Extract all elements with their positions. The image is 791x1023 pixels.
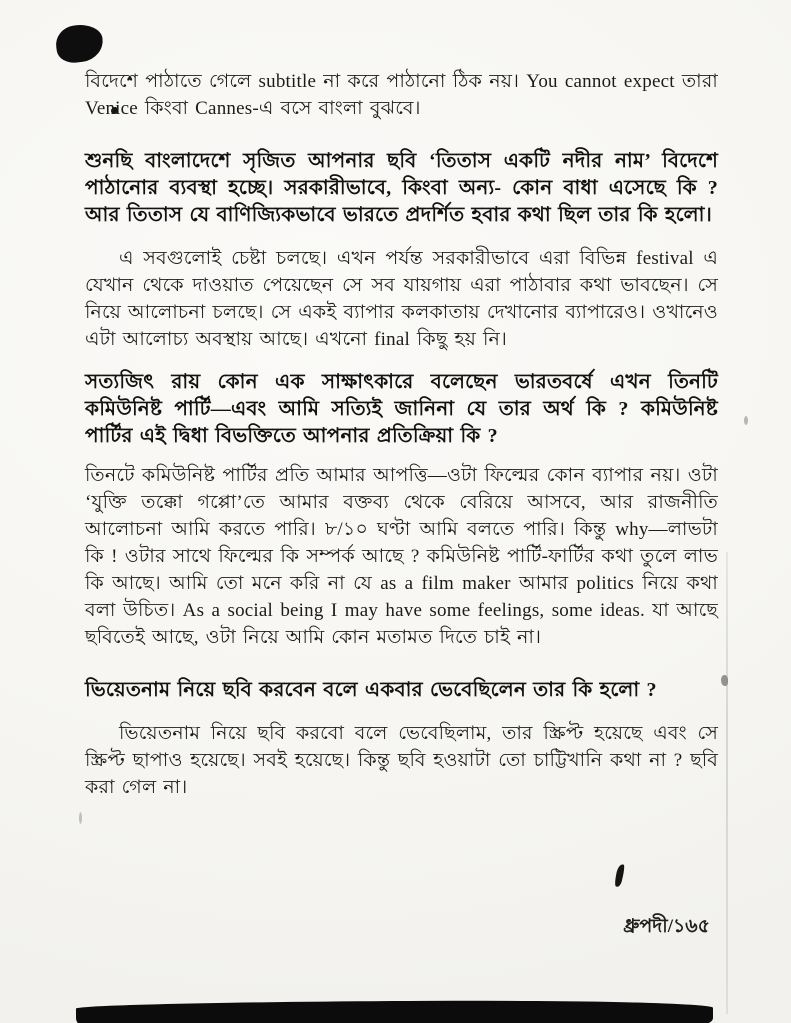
- interview-text: [85, 68, 718, 801]
- paper-speck: [79, 812, 82, 824]
- question-paragraph: ভিয়েতনাম নিয়ে ছবি করবেন বলে একবার ভেবেছিলেন তার কি হলো ?: [85, 679, 657, 701]
- question-paragraph: সত্যজিৎ রায় কোন এক সাক্ষাৎকারে বলেছেন ভারতবর্ষে এখন তিনটি কমিউনিষ্ট পার্টি—এবং আমি সত্যিই জানিনা যে তার অর্থ কি ? কমিউনিষ্ট পার্টির এই দ্বিধা বিভক্তিতে আপনার প্রতিক্রিয়া কি ?: [85, 371, 718, 447]
- question-paragraph: শুনছি বাংলাদেশে সৃজিত আপনার ছবি ‘তিতাস একটি নদীর নাম’ বিদেশে পাঠানোর ব্যবস্থা হচ্ছে। সরকারীভাবে, কিংবা অন্য- কোন বাধা এসেছে কি ? আর তিতাস যে বাণিজ্যিকভাবে ভারতে প্রদর্শিত হবার কথা ছিল তার কি হলো।: [85, 150, 718, 226]
- page-edge-smudge: [721, 675, 728, 686]
- page-footer-label: ধ্রুপদী/১৬৫: [623, 916, 710, 937]
- answer-paragraph: বিদেশে পাঠাতে গেলে subtitle না করে পাঠানো ঠিক নয়। You cannot expect তারা Venice কিংবা Cannes-এ বসে বাংলা বুঝবে।: [85, 71, 718, 119]
- scanner-edge-bar: [76, 1000, 713, 1023]
- ink-mark: [614, 864, 626, 888]
- ink-blot-mark: [54, 22, 106, 65]
- paper-speck: [744, 416, 748, 425]
- page-edge-crease: [726, 552, 728, 1014]
- answer-paragraph: এ সবগুলোই চেষ্টা চলছে। এখন পর্যন্ত সরকারীভাবে এরা বিভিন্ন festival এ যেখান থেকে দাওয়াত পেয়েছেন সে সব যায়গায় এরা পাঠাবার কথা ভাবছেন। সে নিয়ে আলোচনা চলছে। সে একই ব্যাপার কলকাতায় দেখানোর ব্যাপারেও। ওখানেও এটা আলোচ্য অবস্থায় আছে। এখনো final কিছু হয় নি।: [85, 248, 718, 350]
- answer-paragraph: তিনটে কমিউনিষ্ট পার্টির প্রতি আমার আপত্তি—ওটা ফিল্মের কোন ব্যাপার নয়। ওটা ‘যুক্তি তক্কো গপ্পো’তে আমার বক্তব্য থেকে বেরিয়ে আসবে, আর রাজনীতি আলোচনা আমি করতে পারি। ৮/১০ ঘণ্টা আমি বলতে পারি। কিন্তু why—লাভটা কি ! ওটার সাথে ফিল্মের কি সম্পর্ক আছে ? কমিউনিষ্ট পার্টি-ফার্টির কথা তুলে লাভ কি আছে। আমি তো মনে করি না যে as a film maker আমার politics নিয়ে কথা বলা উচিত। As a social being I may have some feelings, some ideas. যা আছে ছবিতেই আছে, ওটা নিয়ে আমি কোন মতামত দিতে চাই না।: [85, 465, 718, 648]
- answer-paragraph: ভিয়েতনাম নিয়ে ছবি করবো বলে ভেবেছিলাম, তার স্ক্রিপ্ট হয়েছে এবং সে স্ক্রিপ্ট ছাপাও হয়েছে। সবই হয়েছে। কিন্তু ছবি হওয়াটা তো চাট্টিখানি কথা না ? ছবি করা গেল না।: [85, 723, 718, 798]
